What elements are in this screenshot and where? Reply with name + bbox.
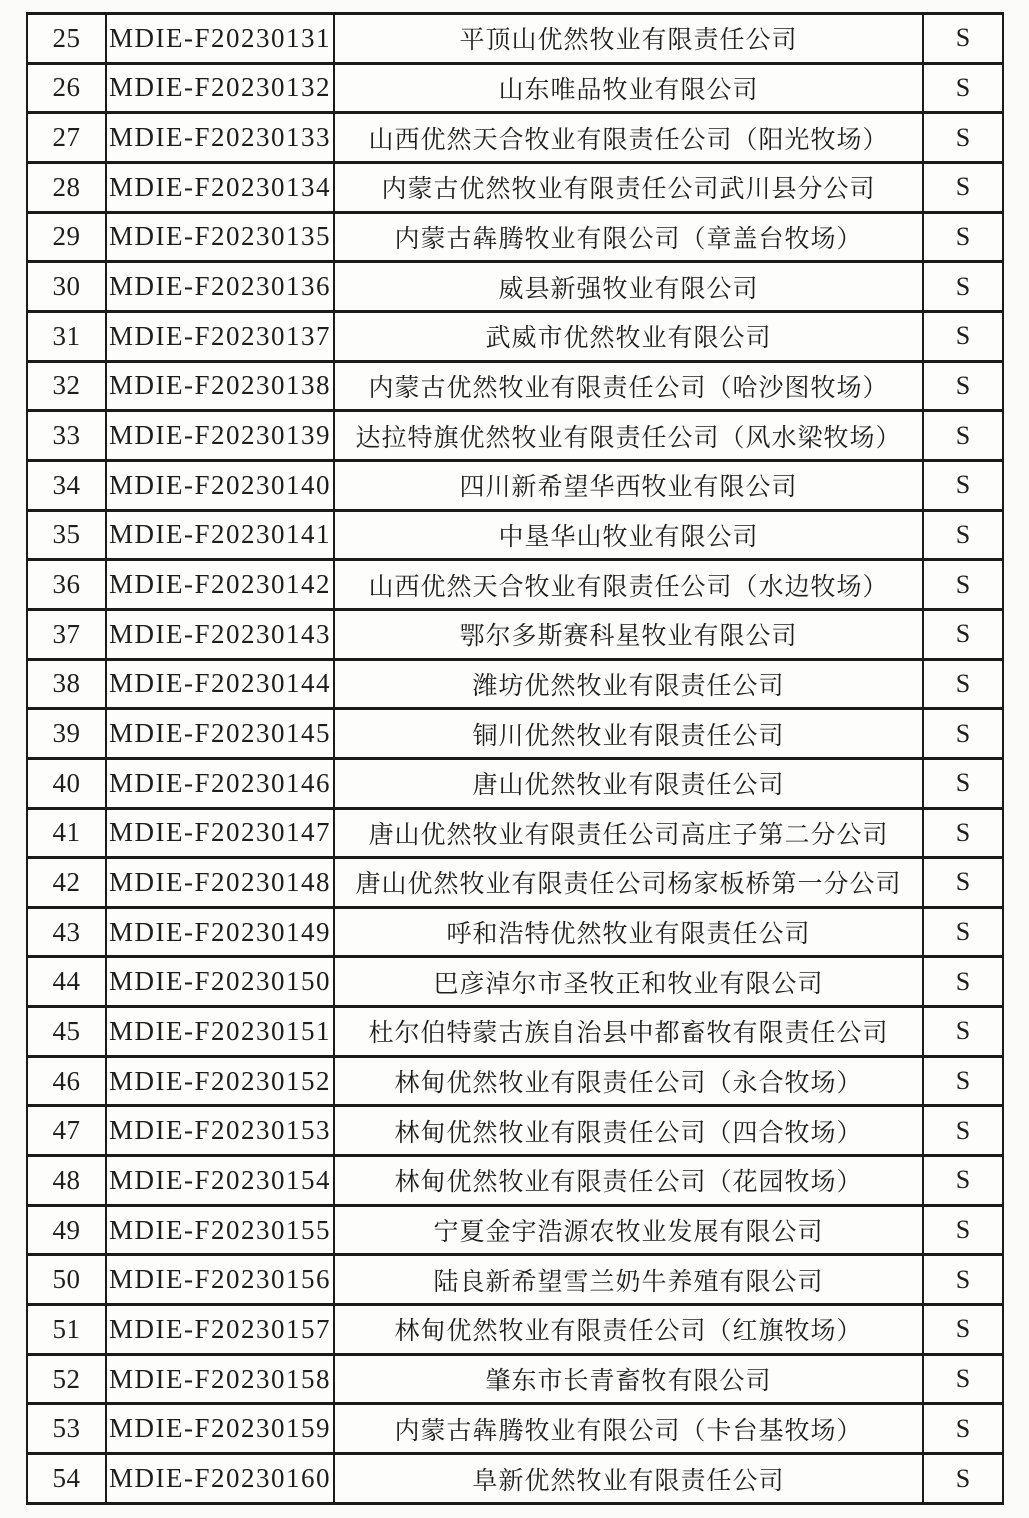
registration-id: MDIE-F20230154 — [106, 1156, 334, 1206]
registration-id: MDIE-F20230153 — [106, 1106, 334, 1156]
company-name: 山东唯品牧业有限公司 — [334, 63, 923, 113]
row-number: 41 — [27, 808, 106, 858]
table-row — [27, 113, 1003, 163]
status-code: S — [923, 1354, 1003, 1404]
company-name: 宁夏金宇浩源农牧业发展有限公司 — [334, 1205, 923, 1255]
status-code: S — [923, 1007, 1003, 1057]
row-number: 46 — [27, 1056, 106, 1106]
row-number: 45 — [27, 1007, 106, 1057]
registration-id: MDIE-F20230131 — [106, 14, 334, 64]
table-row — [27, 858, 1003, 908]
status-code: S — [923, 1106, 1003, 1156]
row-number: 33 — [27, 411, 106, 461]
table-row — [27, 1156, 1003, 1206]
table-row — [27, 1056, 1003, 1106]
table-row — [27, 1205, 1003, 1255]
row-number: 32 — [27, 361, 106, 411]
registration-id: MDIE-F20230148 — [106, 858, 334, 908]
status-code: S — [923, 1205, 1003, 1255]
row-number: 43 — [27, 907, 106, 957]
table-row — [27, 1404, 1003, 1454]
status-code: S — [923, 659, 1003, 709]
status-code: S — [923, 361, 1003, 411]
row-number: 36 — [27, 560, 106, 610]
registration-id: MDIE-F20230135 — [106, 212, 334, 262]
status-code: S — [923, 709, 1003, 759]
table-body — [27, 14, 1003, 1504]
row-number: 39 — [27, 709, 106, 759]
row-number: 42 — [27, 858, 106, 908]
registration-id: MDIE-F20230143 — [106, 609, 334, 659]
status-code: S — [923, 957, 1003, 1007]
status-code: S — [923, 758, 1003, 808]
company-name: 内蒙古犇腾牧业有限公司（卡台基牧场） — [334, 1404, 923, 1454]
registration-id: MDIE-F20230147 — [106, 808, 334, 858]
status-code: S — [923, 311, 1003, 361]
table-row — [27, 510, 1003, 560]
table-row — [27, 907, 1003, 957]
registration-id: MDIE-F20230159 — [106, 1404, 334, 1454]
row-number: 27 — [27, 113, 106, 163]
company-name: 铜川优然牧业有限责任公司 — [334, 709, 923, 759]
table-row — [27, 1106, 1003, 1156]
company-name: 林甸优然牧业有限责任公司（花园牧场） — [334, 1156, 923, 1206]
status-code: S — [923, 560, 1003, 610]
status-code: S — [923, 609, 1003, 659]
company-name: 武威市优然牧业有限公司 — [334, 311, 923, 361]
row-number: 52 — [27, 1354, 106, 1404]
row-number: 30 — [27, 262, 106, 312]
row-number: 26 — [27, 63, 106, 113]
row-number: 54 — [27, 1454, 106, 1504]
registration-id: MDIE-F20230142 — [106, 560, 334, 610]
table-row — [27, 162, 1003, 212]
registration-id: MDIE-F20230144 — [106, 659, 334, 709]
company-name: 呼和浩特优然牧业有限责任公司 — [334, 907, 923, 957]
status-code: S — [923, 510, 1003, 560]
company-name: 中垦华山牧业有限公司 — [334, 510, 923, 560]
status-code: S — [923, 1156, 1003, 1206]
row-number: 34 — [27, 460, 106, 510]
table-row — [27, 1255, 1003, 1305]
status-code: S — [923, 460, 1003, 510]
row-number: 44 — [27, 957, 106, 1007]
registration-id: MDIE-F20230158 — [106, 1354, 334, 1404]
table-row — [27, 1454, 1003, 1504]
company-name: 达拉特旗优然牧业有限责任公司（风水梁牧场） — [334, 411, 923, 461]
status-code: S — [923, 262, 1003, 312]
table-row — [27, 14, 1003, 64]
company-name: 林甸优然牧业有限责任公司（红旗牧场） — [334, 1305, 923, 1355]
row-number: 51 — [27, 1305, 106, 1355]
registration-id: MDIE-F20230134 — [106, 162, 334, 212]
registration-id: MDIE-F20230133 — [106, 113, 334, 163]
registration-id: MDIE-F20230149 — [106, 907, 334, 957]
company-name: 杜尔伯特蒙古族自治县中都畜牧有限责任公司 — [334, 1007, 923, 1057]
status-code: S — [923, 162, 1003, 212]
status-code: S — [923, 212, 1003, 262]
row-number: 50 — [27, 1255, 106, 1305]
company-name: 肇东市长青畜牧有限公司 — [334, 1354, 923, 1404]
status-code: S — [923, 907, 1003, 957]
table-row — [27, 758, 1003, 808]
company-name: 内蒙古优然牧业有限责任公司（哈沙图牧场） — [334, 361, 923, 411]
row-number: 37 — [27, 609, 106, 659]
company-name: 鄂尔多斯赛科星牧业有限公司 — [334, 609, 923, 659]
row-number: 38 — [27, 659, 106, 709]
company-name: 山西优然天合牧业有限责任公司（水边牧场） — [334, 560, 923, 610]
company-name: 唐山优然牧业有限责任公司杨家板桥第一分公司 — [334, 858, 923, 908]
row-number: 31 — [27, 311, 106, 361]
table-row — [27, 212, 1003, 262]
company-name: 平顶山优然牧业有限责任公司 — [334, 14, 923, 64]
row-number: 25 — [27, 14, 106, 64]
table-row — [27, 1305, 1003, 1355]
company-name: 四川新希望华西牧业有限公司 — [334, 460, 923, 510]
status-code: S — [923, 808, 1003, 858]
table-row — [27, 659, 1003, 709]
table-row — [27, 311, 1003, 361]
company-name: 内蒙古优然牧业有限责任公司武川县分公司 — [334, 162, 923, 212]
registration-id: MDIE-F20230132 — [106, 63, 334, 113]
status-code: S — [923, 63, 1003, 113]
status-code: S — [923, 411, 1003, 461]
table-row — [27, 411, 1003, 461]
registration-id: MDIE-F20230146 — [106, 758, 334, 808]
row-number: 35 — [27, 510, 106, 560]
status-code: S — [923, 1404, 1003, 1454]
row-number: 49 — [27, 1205, 106, 1255]
registration-id: MDIE-F20230145 — [106, 709, 334, 759]
registration-id: MDIE-F20230160 — [106, 1454, 334, 1504]
registration-id: MDIE-F20230152 — [106, 1056, 334, 1106]
row-number: 47 — [27, 1106, 106, 1156]
company-name: 林甸优然牧业有限责任公司（四合牧场） — [334, 1106, 923, 1156]
table-row — [27, 361, 1003, 411]
company-name: 阜新优然牧业有限责任公司 — [334, 1454, 923, 1504]
row-number: 40 — [27, 758, 106, 808]
status-code: S — [923, 1255, 1003, 1305]
row-number: 48 — [27, 1156, 106, 1206]
registration-id: MDIE-F20230156 — [106, 1255, 334, 1305]
registration-id: MDIE-F20230137 — [106, 311, 334, 361]
table-row — [27, 262, 1003, 312]
table-row — [27, 63, 1003, 113]
table-row — [27, 1354, 1003, 1404]
row-number: 28 — [27, 162, 106, 212]
company-name: 陆良新希望雪兰奶牛养殖有限公司 — [334, 1255, 923, 1305]
registration-id: MDIE-F20230136 — [106, 262, 334, 312]
registration-id: MDIE-F20230141 — [106, 510, 334, 560]
company-name: 林甸优然牧业有限责任公司（永合牧场） — [334, 1056, 923, 1106]
registration-id: MDIE-F20230157 — [106, 1305, 334, 1355]
row-number: 29 — [27, 212, 106, 262]
table-row — [27, 560, 1003, 610]
table-row — [27, 609, 1003, 659]
company-name: 威县新强牧业有限公司 — [334, 262, 923, 312]
table-row — [27, 808, 1003, 858]
status-code: S — [923, 1305, 1003, 1355]
table-row — [27, 460, 1003, 510]
registration-id: MDIE-F20230150 — [106, 957, 334, 1007]
company-name: 唐山优然牧业有限责任公司高庄子第二分公司 — [334, 808, 923, 858]
company-name: 巴彦淖尔市圣牧正和牧业有限公司 — [334, 957, 923, 1007]
status-code: S — [923, 1056, 1003, 1106]
company-name: 山西优然天合牧业有限责任公司（阳光牧场） — [334, 113, 923, 163]
status-code: S — [923, 113, 1003, 163]
table-row — [27, 709, 1003, 759]
registration-id: MDIE-F20230155 — [106, 1205, 334, 1255]
table-row — [27, 957, 1003, 1007]
registration-id: MDIE-F20230139 — [106, 411, 334, 461]
status-code: S — [923, 1454, 1003, 1504]
company-name: 内蒙古犇腾牧业有限公司（章盖台牧场） — [334, 212, 923, 262]
registration-id: MDIE-F20230140 — [106, 460, 334, 510]
registration-id: MDIE-F20230151 — [106, 1007, 334, 1057]
registration-id: MDIE-F20230138 — [106, 361, 334, 411]
company-name: 唐山优然牧业有限责任公司 — [334, 758, 923, 808]
status-code: S — [923, 858, 1003, 908]
registered-enterprises-table — [26, 12, 1004, 1505]
status-code: S — [923, 14, 1003, 64]
table-row — [27, 1007, 1003, 1057]
company-name: 潍坊优然牧业有限责任公司 — [334, 659, 923, 709]
row-number: 53 — [27, 1404, 106, 1454]
